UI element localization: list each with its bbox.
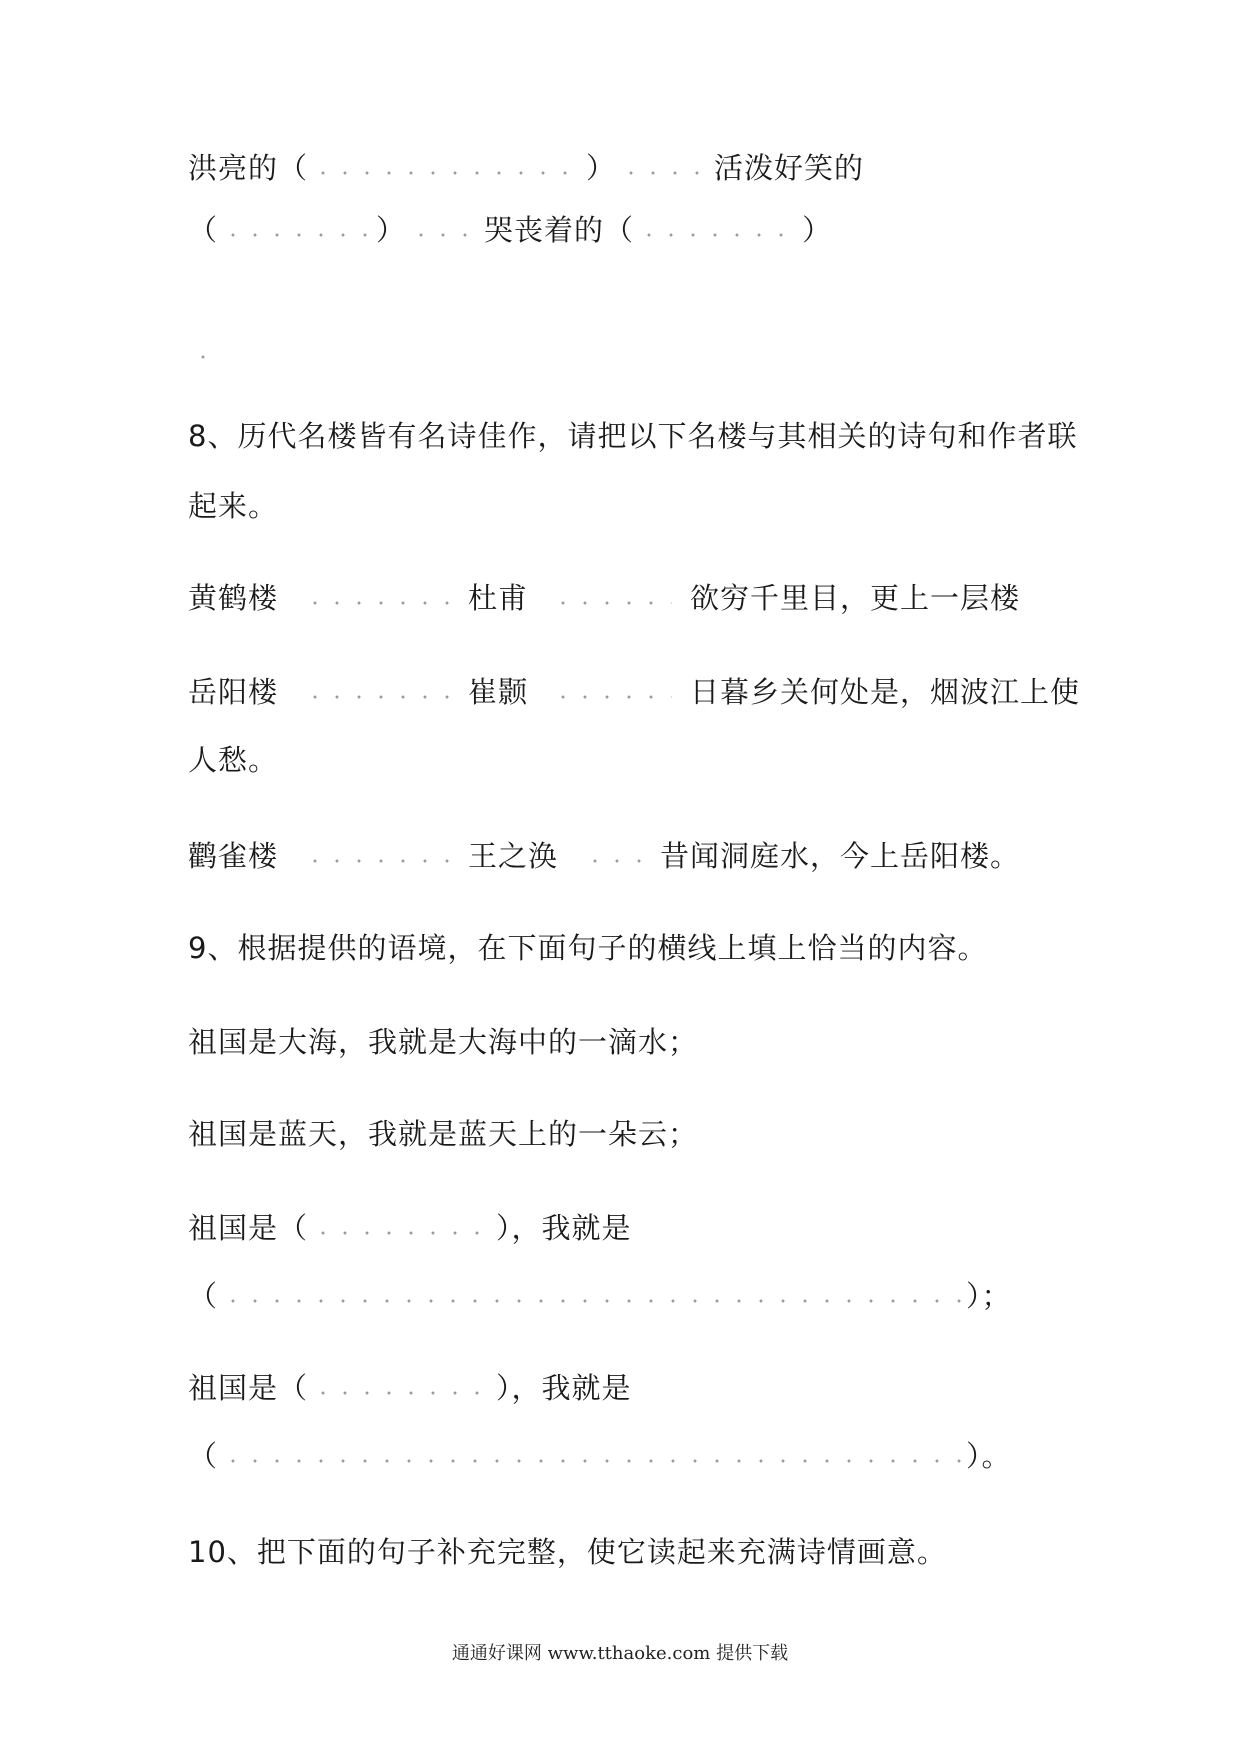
dots [552, 598, 672, 608]
open-paren: （ [278, 151, 309, 185]
close-paren: ） [376, 213, 407, 247]
blank-1[interactable] [312, 168, 582, 178]
q9-sentence-3-cont [188, 1276, 1012, 1316]
open-paren: （ [604, 213, 635, 247]
dot-leader [192, 352, 222, 362]
q9-s4-mid: ），我就是 [496, 1371, 632, 1405]
close-paren: ）。 [966, 1439, 1012, 1473]
blank-q9-3a[interactable] [312, 1228, 492, 1238]
dot-leader [300, 578, 458, 618]
q8-heading-line1: 8、历代名楼皆有名诗佳作，请把以下名楼与其相关的诗句和作者联 [188, 419, 1078, 453]
dot-leader [410, 230, 480, 240]
q8-poet-2[interactable]: 崔颢 [468, 675, 529, 709]
q7-line-2 [188, 210, 832, 250]
close-paren: ） [802, 213, 833, 247]
q7-word-2: 活泼好笑的 [714, 151, 865, 185]
dot-leader [620, 168, 710, 178]
dots [584, 856, 644, 866]
q8-verse-2-cont: 人愁。 [188, 743, 279, 777]
dot-leader [300, 836, 458, 876]
dot-leader [548, 672, 676, 712]
page-footer: 通通好课网 www.tthaoke.com 提供下载 [451, 1643, 789, 1664]
q9-sentence-1: 祖国是大海，我就是大海中的一滴水； [188, 1025, 699, 1059]
dot-leader [580, 836, 648, 876]
q8-verse-2[interactable]: 日暮乡关何处是，烟波江上使 [690, 675, 1081, 709]
open-paren: （ [188, 1279, 219, 1313]
q9-sentence-4-cont [188, 1436, 1012, 1476]
blank-q9-4b[interactable] [222, 1456, 962, 1466]
q9-s3-mid: ），我就是 [496, 1211, 632, 1245]
q8-building-3[interactable]: 鹳雀楼 [188, 839, 279, 873]
q9-sentence-4 [188, 1368, 632, 1408]
q9-s3-prefix: 祖国是（ [188, 1211, 309, 1245]
q9-heading: 9、根据提供的语境，在下面句子的横线上填上恰当的内容。 [188, 931, 988, 965]
q8-poet-3[interactable]: 王之涣 [468, 839, 559, 873]
dots [552, 692, 672, 702]
open-paren: （ [188, 1439, 219, 1473]
dot-leader [548, 578, 676, 618]
close-paren: ）； [966, 1279, 1012, 1313]
q8-building-2[interactable]: 岳阳楼 [188, 675, 279, 709]
q9-s4-prefix: 祖国是（ [188, 1371, 309, 1405]
q10-heading: 10、把下面的句子补充完整，使它读起来充满诗情画意。 [188, 1535, 947, 1569]
dot-leader [300, 672, 458, 712]
dots [304, 598, 454, 608]
q8-verse-1[interactable]: 欲穷千里目，更上一层楼 [690, 581, 1021, 615]
q7-line-1 [188, 148, 864, 188]
dots [304, 692, 454, 702]
q9-sentence-2: 祖国是蓝天，我就是蓝天上的一朵云； [188, 1117, 699, 1151]
q7-word-3: 哭丧着的 [484, 213, 605, 247]
dots [304, 856, 454, 866]
open-paren: （ [188, 213, 219, 247]
blank-q9-4a[interactable] [312, 1388, 492, 1398]
blank-2[interactable] [222, 230, 372, 240]
q8-verse-3[interactable]: 昔闻洞庭水，今上岳阳楼。 [660, 839, 1021, 873]
q8-heading-line2: 起来。 [188, 489, 279, 523]
q9-sentence-3 [188, 1208, 632, 1248]
q7-word-1: 洪亮的 [188, 151, 279, 185]
close-paren: ） [586, 151, 617, 185]
q8-building-1[interactable]: 黄鹤楼 [188, 581, 279, 615]
q8-poet-1[interactable]: 杜甫 [468, 581, 529, 615]
empty-dots [188, 332, 226, 372]
blank-3[interactable] [638, 230, 798, 240]
blank-q9-3b[interactable] [222, 1296, 962, 1306]
